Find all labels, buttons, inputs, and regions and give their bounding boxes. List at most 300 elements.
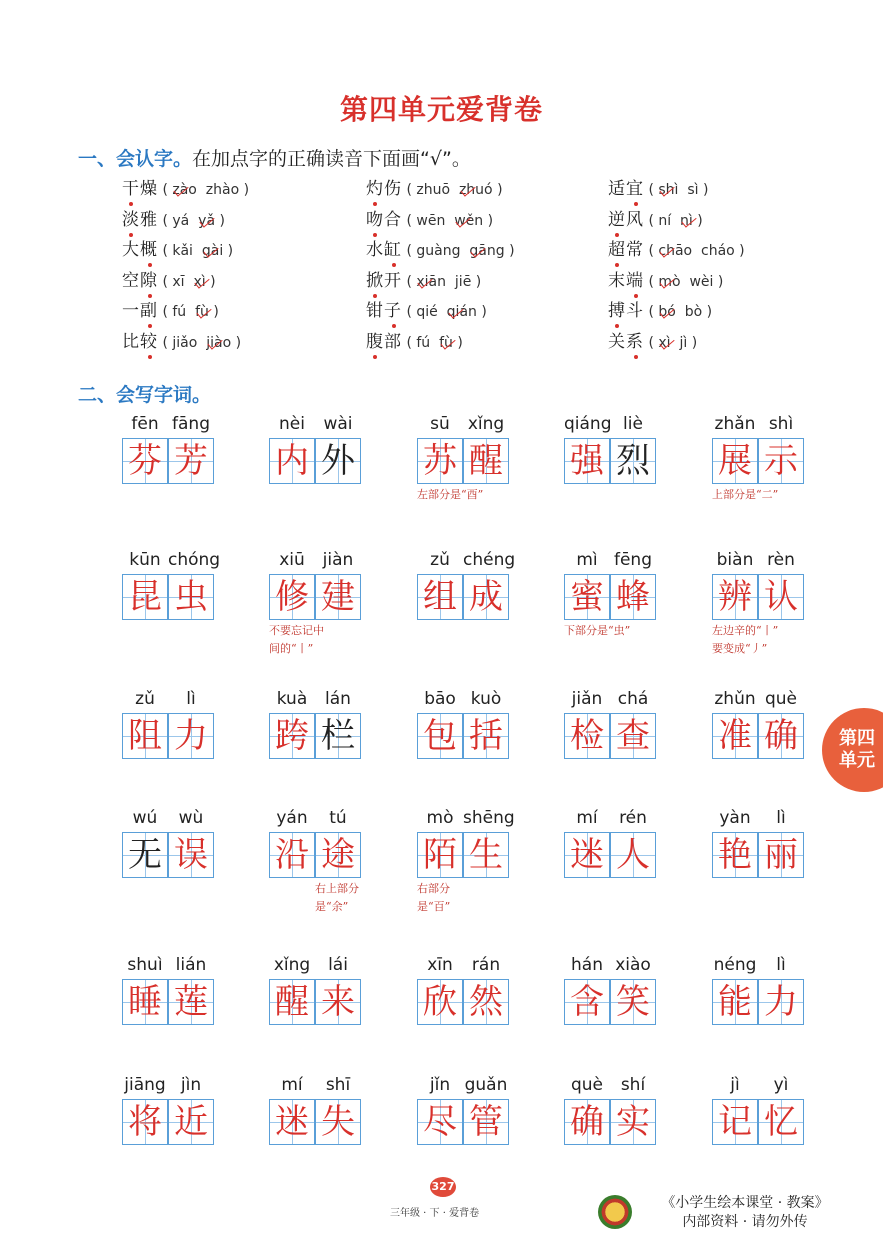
tianzi-box [758, 574, 804, 620]
hanzi-character: 无 [128, 835, 162, 875]
paren: ) [702, 304, 713, 320]
pinyin-label: néng [713, 955, 757, 975]
writing-tip-note: 左边辛的“丨” 要变成“丿” [712, 624, 779, 655]
emphasis-dot [373, 355, 377, 359]
tianzi-box [315, 832, 361, 878]
emphasis-dot [148, 263, 152, 267]
recognize-item [608, 270, 723, 292]
tianzi-box [712, 1099, 758, 1145]
tianzi-box [758, 438, 804, 484]
paren: ( [158, 212, 173, 229]
hanzi-character: 确 [570, 1102, 604, 1142]
hanzi-character: 睡 [128, 982, 162, 1022]
hanzi-character: 将 [128, 1102, 162, 1142]
recognize-word: 钳子 [366, 301, 402, 321]
tianzi-box [269, 979, 315, 1025]
hanzi-character: 蜜 [570, 577, 604, 617]
paren: ( [644, 304, 659, 320]
hanzi-character: 生 [469, 835, 503, 875]
recognize-item [366, 300, 487, 322]
tianzi-box [610, 574, 656, 620]
tianzi-box [712, 713, 758, 759]
hanzi-character: 力 [764, 982, 798, 1022]
emphasis-dot [634, 294, 638, 298]
pinyin-label: kūn [129, 550, 161, 570]
hanzi-character: 失 [321, 1102, 355, 1142]
tianzi-box [758, 832, 804, 878]
pinyin-label: biàn [716, 550, 754, 570]
paren: ) [483, 212, 494, 229]
hanzi-character: 括 [469, 716, 503, 756]
emphasis-dot [148, 324, 152, 328]
tianzi-box [315, 438, 361, 484]
paren: ( [158, 273, 173, 290]
tianzi-box [315, 713, 361, 759]
tianzi-box [122, 832, 168, 878]
tianzi-box [758, 979, 804, 1025]
pinyin-label: xǐng [273, 955, 311, 975]
pinyin-option-checked: gāng [469, 240, 504, 262]
tianzi-box [712, 832, 758, 878]
hanzi-character: 实 [616, 1102, 650, 1142]
emphasis-dot [392, 263, 396, 267]
pinyin-label: yán [276, 808, 308, 828]
paren: ) [698, 182, 709, 198]
pinyin-option: fú [172, 304, 187, 320]
tianzi-box [269, 574, 315, 620]
tianzi-box [168, 832, 214, 878]
hanzi-character: 建 [321, 577, 355, 617]
pinyin-label: fēng [613, 550, 652, 570]
pinyin-label: wú [132, 808, 158, 828]
tianzi-box [463, 832, 509, 878]
pinyin-option-checked: xì [193, 271, 205, 293]
hanzi-character: 然 [469, 982, 503, 1022]
paren: ( [402, 182, 417, 198]
tianzi-box [758, 713, 804, 759]
hanzi-character: 醒 [275, 982, 309, 1022]
footer-grade-label: 三年级 · 下 · 爱背卷 [390, 1208, 480, 1219]
hanzi-character: 外 [321, 441, 355, 481]
pinyin-option-checked: nì [680, 210, 693, 232]
pinyin-label: mí [576, 808, 598, 828]
paren: ) [239, 182, 250, 198]
emphasis-dot [129, 233, 133, 237]
hanzi-character: 展 [718, 441, 752, 481]
hanzi-character: 芳 [174, 441, 208, 481]
recognize-item [122, 178, 249, 200]
recognize-item [122, 331, 241, 353]
hanzi-character: 管 [469, 1102, 503, 1142]
hanzi-character: 准 [718, 716, 752, 756]
pinyin-label: jiǎn [571, 689, 603, 709]
tianzi-box [417, 713, 463, 759]
emphasis-dot [148, 294, 152, 298]
pinyin-label: jiāng [124, 1075, 166, 1095]
paren: ) [223, 243, 234, 259]
pinyin-option: bò [684, 304, 703, 320]
paren: ) [476, 304, 487, 320]
paren: ( [402, 273, 417, 290]
pinyin-label: hán [571, 955, 603, 975]
pinyin-option: zhào [205, 182, 240, 198]
pinyin-label: bāo [424, 689, 456, 709]
pinyin-option-checked: bó [658, 301, 675, 323]
paren: ( [402, 304, 417, 320]
hanzi-character: 虫 [174, 577, 208, 617]
tianzi-box [610, 438, 656, 484]
tianzi-box [463, 574, 509, 620]
pinyin-label: chéng [463, 550, 516, 570]
tianzi-box [564, 832, 610, 878]
pinyin-label: yàn [719, 808, 751, 828]
recognize-word: 搏斗 [608, 301, 644, 321]
hanzi-character: 能 [718, 982, 752, 1022]
section-2-heading [78, 380, 211, 407]
pinyin-label: shí [620, 1075, 646, 1095]
recognize-word: 干燥 [122, 179, 158, 199]
pinyin-option: kǎi [172, 243, 193, 259]
brand-subtitle: 内部资料 · 请勿外传 [682, 1214, 808, 1230]
section-2-number: 二、 [78, 384, 117, 406]
paren: ) [713, 273, 724, 290]
pinyin-option-checked: mò [658, 271, 680, 293]
paren: ( [158, 304, 173, 320]
pinyin-label: tú [329, 808, 347, 828]
hanzi-character: 来 [321, 982, 355, 1022]
writing-tip-note: 右部分 是“百” [417, 882, 451, 913]
hanzi-character: 示 [764, 441, 798, 481]
tianzi-box [122, 438, 168, 484]
brand-title: 《小学生绘本课堂 · 教案》 [661, 1195, 829, 1211]
recognize-word: 超常 [608, 240, 644, 260]
recognize-item [608, 178, 708, 200]
hanzi-character: 蜂 [616, 577, 650, 617]
pinyin-label: liè [623, 414, 643, 434]
hanzi-character: 辨 [718, 577, 752, 617]
recognize-item [366, 270, 481, 292]
recognize-word: 末端 [608, 270, 644, 291]
pinyin-label: jì [730, 1075, 740, 1095]
hanzi-character: 含 [570, 982, 604, 1022]
tianzi-box [122, 1099, 168, 1145]
hanzi-character: 莲 [174, 982, 208, 1022]
pinyin-label: mí [281, 1075, 303, 1095]
hanzi-character: 修 [275, 577, 309, 617]
tianzi-box [712, 979, 758, 1025]
hanzi-character: 途 [321, 835, 355, 875]
pinyin-label: sū [430, 414, 450, 434]
tianzi-box [122, 713, 168, 759]
tianzi-box [463, 979, 509, 1025]
paren: ) [208, 304, 219, 320]
tianzi-box [417, 574, 463, 620]
pinyin-label: xiào [615, 955, 651, 975]
pinyin-option: qié [416, 304, 438, 320]
tianzi-box [417, 438, 463, 484]
pinyin-option-checked: xì [658, 332, 670, 354]
paren: ) [692, 212, 703, 229]
hanzi-character: 丽 [764, 835, 798, 875]
pinyin-label: chóng [168, 550, 221, 570]
pinyin-option: cháo [701, 243, 735, 259]
pinyin-option: guàng [416, 243, 461, 259]
hanzi-character: 内 [275, 441, 309, 481]
recognize-word: 大概 [122, 240, 158, 260]
pinyin-option-checked: yǎ [198, 210, 215, 232]
writing-tip-note: 上部分是“二” [712, 488, 779, 501]
pinyin-option-checked: xiān [416, 271, 446, 293]
pinyin-label: shì [768, 414, 794, 434]
emphasis-dot [373, 294, 377, 298]
pinyin-label: shuì [127, 955, 163, 975]
emphasis-dot [392, 324, 396, 328]
recognize-word: 水缸 [366, 240, 402, 260]
pinyin-label: xīn [427, 955, 453, 975]
unit-side-tab-line2: 单元 [839, 750, 875, 771]
recognize-item [122, 270, 216, 292]
hanzi-character: 跨 [275, 716, 309, 756]
tianzi-box [564, 979, 610, 1025]
pinyin-label: lì [776, 808, 786, 828]
hanzi-character: 昆 [128, 577, 162, 617]
hanzi-character: 强 [570, 441, 604, 481]
emphasis-dot [634, 355, 638, 359]
writing-tip-note: 下部分是“虫” [564, 624, 631, 637]
pinyin-option: jiǎo [172, 334, 198, 351]
recognize-item [608, 239, 745, 261]
pinyin-label: rèn [767, 550, 795, 570]
hanzi-character: 成 [469, 577, 503, 617]
recognize-item [366, 239, 515, 261]
emphasis-dot [373, 233, 377, 237]
tianzi-box [712, 438, 758, 484]
paren: ) [452, 334, 463, 351]
tianzi-box [417, 832, 463, 878]
recognize-word: 关系 [608, 331, 644, 352]
pinyin-option-checked: jiào [206, 332, 231, 354]
tianzi-box [610, 832, 656, 878]
hanzi-character: 误 [174, 835, 208, 875]
pinyin-label: zǔ [430, 550, 450, 570]
paren: ) [734, 243, 745, 259]
tianzi-box [417, 1099, 463, 1145]
hanzi-character: 记 [718, 1102, 752, 1142]
hanzi-character: 人 [616, 835, 650, 875]
pinyin-option-checked: zào [172, 179, 197, 201]
tianzi-box [269, 1099, 315, 1145]
tianzi-box [315, 1099, 361, 1145]
recognize-item [122, 300, 219, 322]
unit-side-tab [822, 708, 883, 792]
recognize-word: 逆风 [608, 209, 644, 230]
paren: ) [215, 212, 225, 229]
recognize-word: 灼伤 [366, 179, 402, 199]
paren: ) [471, 273, 482, 290]
tianzi-box [168, 438, 214, 484]
pinyin-label: qiáng [564, 414, 612, 434]
pinyin-label: chá [617, 689, 649, 709]
paren: ( [402, 334, 417, 351]
paren: ( [402, 212, 417, 229]
tianzi-box [712, 574, 758, 620]
emphasis-dot [615, 263, 619, 267]
paren: ) [205, 273, 216, 290]
pinyin-option-checked: chāo [658, 240, 692, 262]
paren: ( [644, 243, 659, 259]
paren: ) [504, 243, 515, 259]
pinyin-option-checked: fù [195, 301, 209, 323]
pinyin-option: wèi [689, 273, 714, 290]
pinyin-label: zhǔn [714, 689, 756, 709]
pinyin-label: lái [328, 955, 348, 975]
tianzi-box [463, 438, 509, 484]
hanzi-character: 检 [570, 716, 604, 756]
hanzi-character: 认 [764, 577, 798, 617]
paren: ( [644, 334, 659, 351]
tianzi-box [564, 1099, 610, 1145]
recognize-item [608, 209, 703, 231]
recognize-item [366, 209, 493, 231]
recognize-item [608, 300, 712, 322]
tianzi-box [610, 713, 656, 759]
emphasis-dot [373, 202, 377, 206]
hanzi-character: 陌 [423, 835, 457, 875]
tianzi-box [417, 979, 463, 1025]
paren: ( [644, 182, 659, 198]
tianzi-box [269, 713, 315, 759]
recognize-word: 一副 [122, 301, 158, 321]
hanzi-character: 迷 [570, 835, 604, 875]
emphasis-dot [129, 202, 133, 206]
hanzi-character: 醒 [469, 441, 503, 481]
hanzi-character: 忆 [764, 1102, 798, 1142]
emphasis-dot [634, 202, 638, 206]
tianzi-box [168, 574, 214, 620]
hanzi-character: 栏 [321, 716, 355, 756]
pinyin-label: shī [325, 1075, 351, 1095]
recognize-item [366, 331, 463, 353]
pinyin-label: kuà [276, 689, 308, 709]
recognize-word: 腹部 [366, 331, 402, 352]
emphasis-dot [615, 233, 619, 237]
paren: ( [158, 182, 173, 198]
pinyin-option: zhuō [416, 182, 451, 198]
paren: ( [158, 334, 173, 351]
tianzi-box [122, 979, 168, 1025]
pinyin-label: wài [323, 414, 353, 434]
tianzi-box [315, 574, 361, 620]
section-1-instruction: 在加点字的正确读音下面画“√”。 [192, 148, 471, 170]
publisher-logo-icon [598, 1195, 632, 1229]
pinyin-label: fēn [131, 414, 159, 434]
pinyin-label: guǎn [464, 1075, 508, 1095]
recognize-item [122, 239, 233, 261]
pinyin-label: lán [325, 689, 351, 709]
hanzi-character: 阻 [128, 716, 162, 756]
tianzi-box [122, 574, 168, 620]
brand-block [640, 1194, 850, 1232]
pinyin-option-checked: zhuó [459, 179, 493, 201]
pinyin-option: xī [172, 273, 185, 290]
recognize-word: 淡雅 [122, 209, 158, 230]
recognize-word: 掀开 [366, 270, 402, 291]
hanzi-character: 芬 [128, 441, 162, 481]
tianzi-box [463, 1099, 509, 1145]
pinyin-option: wēn [416, 212, 446, 229]
pinyin-label: mò [426, 808, 454, 828]
pinyin-label: lì [776, 955, 786, 975]
pinyin-label: nèi [279, 414, 305, 434]
tianzi-box [463, 713, 509, 759]
section-1-number: 一、 [78, 148, 117, 170]
pinyin-option: ní [658, 212, 672, 229]
pinyin-option: yá [172, 212, 190, 229]
hanzi-character: 力 [174, 716, 208, 756]
hanzi-character: 沿 [275, 835, 309, 875]
recognize-word: 吻合 [366, 209, 402, 230]
paren: ( [402, 243, 417, 259]
page-title: 第四单元爱背卷 [339, 93, 543, 126]
pinyin-label: kuò [470, 689, 502, 709]
tianzi-box [315, 979, 361, 1025]
pinyin-label: zǔ [135, 689, 155, 709]
unit-side-tab-line1: 第四 [839, 728, 875, 749]
pinyin-option: jiē [454, 273, 472, 290]
tianzi-box [758, 1099, 804, 1145]
pinyin-option: jì [679, 334, 688, 351]
pinyin-label: xǐng [467, 414, 505, 434]
pinyin-label: què [764, 689, 798, 709]
hanzi-character: 欣 [423, 982, 457, 1022]
section-1-title: 会认字。 [116, 148, 193, 170]
paren: ) [492, 182, 503, 198]
pinyin-label: lì [186, 689, 196, 709]
hanzi-character: 烈 [616, 441, 650, 481]
emphasis-dot [615, 324, 619, 328]
pinyin-label: jǐn [429, 1075, 451, 1095]
pinyin-option-checked: fù [439, 332, 453, 354]
tianzi-box [269, 832, 315, 878]
tianzi-box [168, 1099, 214, 1145]
hanzi-character: 确 [764, 716, 798, 756]
pinyin-option-checked: wěn [454, 210, 483, 232]
pinyin-label: shēng [463, 808, 515, 828]
pinyin-label: zhǎn [714, 414, 756, 434]
pinyin-label: rán [471, 955, 501, 975]
hanzi-character: 包 [423, 716, 457, 756]
tianzi-box [168, 713, 214, 759]
pinyin-option: fú [416, 334, 431, 351]
hanzi-character: 迷 [275, 1102, 309, 1142]
recognize-item [608, 331, 697, 353]
hanzi-character: 笑 [616, 982, 650, 1022]
recognize-item [122, 209, 225, 231]
hanzi-character: 艳 [718, 835, 752, 875]
pinyin-option-checked: gài [202, 240, 223, 262]
emphasis-dot [148, 355, 152, 359]
pinyin-label: xiū [279, 550, 305, 570]
writing-tip-note: 左部分是“酉” [417, 488, 484, 501]
hanzi-character: 组 [423, 577, 457, 617]
pinyin-option-checked: shì [658, 179, 678, 201]
pinyin-label: jiàn [322, 550, 354, 570]
pinyin-label: què [570, 1075, 604, 1095]
pinyin-option-checked: qián [447, 301, 477, 323]
pinyin-label: yì [773, 1075, 789, 1095]
tianzi-box [269, 438, 315, 484]
tianzi-box [564, 574, 610, 620]
